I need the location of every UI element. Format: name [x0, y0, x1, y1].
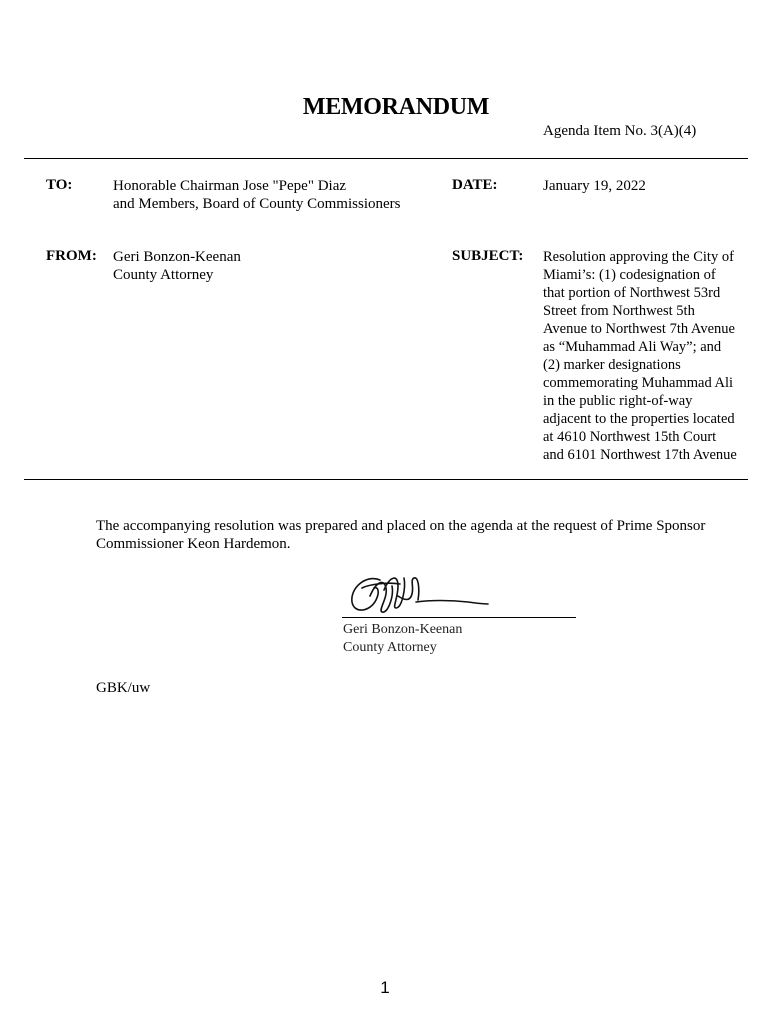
from-line-1: Geri Bonzon-Keenan [113, 249, 241, 265]
date-label: DATE: [452, 177, 498, 193]
subject-line: Resolution approving the City of [543, 249, 734, 265]
to-label: TO: [46, 177, 73, 193]
subject-line: in the public right-of-way [543, 393, 693, 409]
bottom-divider [24, 479, 748, 480]
body-paragraph [96, 517, 736, 553]
subject-line: (2) marker designations [543, 357, 681, 373]
from-line-2: County Attorney [113, 267, 214, 283]
top-divider [24, 158, 748, 159]
signer-name: Geri Bonzon-Keenan [343, 622, 463, 637]
body-line-2: Commissioner Keon Hardemon. [96, 536, 291, 552]
body-line-1: The accompanying resolution was prepared and placed on the agenda at the request of Prime Sponsor [96, 518, 706, 534]
subject-line: Miami’s: (1) codesignation of [543, 267, 716, 283]
to-line-1: Honorable Chairman Jose "Pepe" Diaz [113, 178, 347, 194]
handwritten-signature [340, 566, 500, 624]
subject-text [543, 248, 753, 464]
page-number: 1 [380, 978, 390, 997]
subject-line: commemorating Muhammad Ali [543, 375, 734, 391]
agenda-item-number: Agenda Item No. 3(A)(4) [543, 123, 697, 139]
subject-label: SUBJECT: [452, 248, 524, 264]
signer-title: County Attorney [343, 640, 437, 655]
signature-line [342, 617, 576, 618]
subject-line: adjacent to the properties located [543, 411, 735, 427]
to-line-2: and Members, Board of County Commissioners [113, 196, 401, 212]
from-label: FROM: [46, 248, 97, 264]
subject-line: and 6101 Northwest 17th Avenue [543, 447, 737, 463]
subject-line: Avenue to Northwest 7th Avenue [543, 321, 735, 337]
memo-title: MEMORANDUM [302, 94, 490, 120]
typist-initials: GBK/uw [96, 680, 151, 696]
subject-line: as “Muhammad Ali Way”; and [543, 339, 722, 355]
date-value: January 19, 2022 [543, 178, 646, 194]
signature-block [343, 621, 462, 657]
subject-line: that portion of Northwest 53rd [543, 285, 721, 301]
subject-line: at 4610 Northwest 15th Court [543, 429, 717, 445]
from-sender [113, 248, 241, 284]
to-recipient [113, 177, 400, 213]
subject-line: Street from Northwest 5th [543, 303, 695, 319]
